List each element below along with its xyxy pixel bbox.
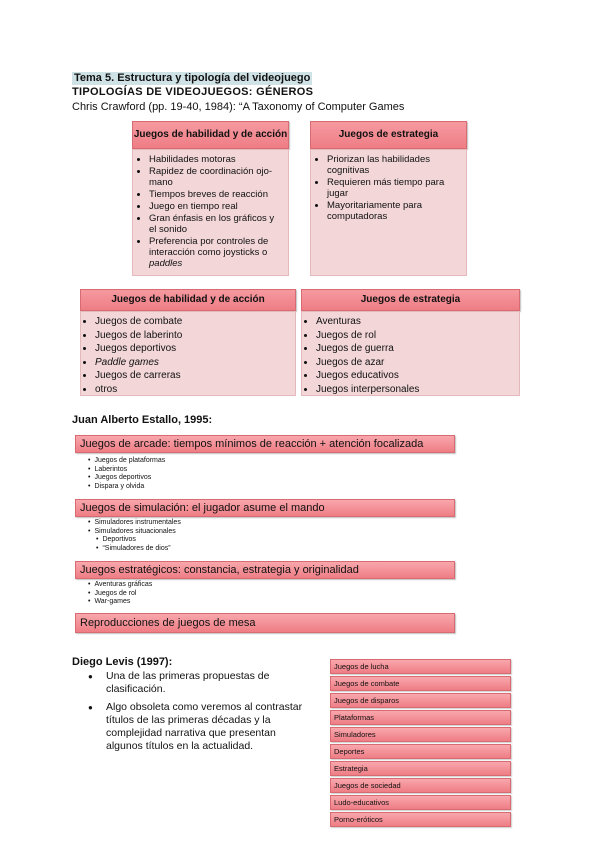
crawford-top-right-body <box>310 149 467 276</box>
crawford-top-right-header: Juegos de estrategia <box>310 121 467 149</box>
list-item: • Juegos deportivos <box>95 343 291 356</box>
crawford-top-left-header: Juegos de habilidad y de acción <box>132 121 289 149</box>
levis-category: Juegos de lucha <box>330 659 511 674</box>
levis-category: Juegos de combate <box>330 676 511 691</box>
list-item: • Mayoritariamente para computadoras <box>327 200 462 222</box>
estallo-bar-simulacion: Juegos de simulación: el jugador asume el mando <box>75 499 455 517</box>
list-item: ● Algo obsoleta como veremos al contrastar títulos de las primeras décadas y la complejidad narrativa que presentan algunos títulos en la actualidad. <box>88 701 313 753</box>
list-item: • Simuladores situacionales <box>88 528 181 537</box>
list-item: • Laberintos <box>88 466 165 475</box>
estallo-list-arcade <box>88 457 165 491</box>
list-item: • Priorizan las habilidades cognitivas <box>327 154 462 176</box>
estallo-bar-arcade: Juegos de arcade: tiempos mínimos de reacción + atención focalizada <box>75 435 455 453</box>
list-item: • Juegos de rol <box>88 590 152 599</box>
list-subitem: • “Simuladores de dios” <box>88 545 181 554</box>
crawford-bottom-left-header: Juegos de habilidad y de acción <box>80 289 296 311</box>
list-item: • Tiempos breves de reacción <box>149 189 284 200</box>
levis-category: Deportes <box>330 744 511 759</box>
list-item: • Requieren más tiempo para jugar <box>327 177 462 199</box>
list-item: • Juegos deportivos <box>88 474 165 483</box>
list-item: • Rapidez de coordinación ojo-mano <box>149 166 284 188</box>
crawford-top-left-body <box>132 149 289 276</box>
list-item: • Juegos de rol <box>316 330 515 343</box>
levis-heading: Diego Levis (1997): <box>72 656 173 668</box>
list-item-text: Preferencia por controles de interacción como joysticks o <box>149 236 269 258</box>
crawford-bottom-left-body <box>80 311 296 396</box>
list-item: • Paddle games <box>95 357 291 370</box>
list-item: • Juegos de guerra <box>316 343 515 356</box>
section-subtitle: TIPOLOGÍAS DE VIDEOJUEGOS: GÉNEROS <box>72 86 314 98</box>
list-item: • otros <box>95 384 291 397</box>
list-item: ● Una de las primeras propuestas de clasificación. <box>88 670 313 696</box>
list-item: • Juego en tiempo real <box>149 201 284 212</box>
list-item: • Habilidades motoras <box>149 154 284 165</box>
levis-bullets <box>88 670 313 758</box>
estallo-heading: Juan Alberto Estallo, 1995: <box>72 414 213 426</box>
list-item: • Juegos de carreras <box>95 370 291 383</box>
list-item: • Juegos de combate <box>95 316 291 329</box>
crawford-bottom-right-body <box>301 311 520 396</box>
page-title: Tema 5. Estructura y tipología del videojuego <box>74 72 311 84</box>
list-item: • War-games <box>88 598 152 607</box>
levis-category: Ludo-educativos <box>330 795 511 810</box>
crawford-bottom-right-header: Juegos de estrategia <box>301 289 520 311</box>
list-item: • Juegos de laberinto <box>95 330 291 343</box>
list-item: • Juegos de azar <box>316 357 515 370</box>
estallo-bar-mesa: Reproducciones de juegos de mesa <box>75 613 455 633</box>
estallo-list-simulacion <box>88 519 181 553</box>
levis-category: Juegos de disparos <box>330 693 511 708</box>
list-item: • Dispara y olvida <box>88 483 165 492</box>
list-item: • Juegos interpersonales <box>316 384 515 397</box>
levis-category: Estrategia <box>330 761 511 776</box>
list-item: • Simuladores instrumentales <box>88 519 181 528</box>
list-item <box>149 236 284 269</box>
levis-category: Porno-eróticos <box>330 812 511 827</box>
levis-category: Juegos de sociedad <box>330 778 511 793</box>
list-item: • Aventuras <box>316 316 515 329</box>
list-subitem: • Deportivos <box>88 536 181 545</box>
list-item: • Juegos de plataformas <box>88 457 165 466</box>
crawford-citation: Chris Crawford (pp. 19-40, 1984): “A Taxonomy of Computer Games <box>72 101 405 113</box>
list-item: • Aventuras gráficas <box>88 581 152 590</box>
levis-category: Plataformas <box>330 710 511 725</box>
list-item: • Gran énfasis en los gráficos y el sonido <box>149 213 284 235</box>
list-item-italic: paddles <box>149 258 183 269</box>
levis-category: Simuladores <box>330 727 511 742</box>
estallo-list-estrategicos <box>88 581 152 607</box>
estallo-bar-estrategicos: Juegos estratégicos: constancia, estrategia y originalidad <box>75 561 455 579</box>
list-item: • Juegos educativos <box>316 370 515 383</box>
